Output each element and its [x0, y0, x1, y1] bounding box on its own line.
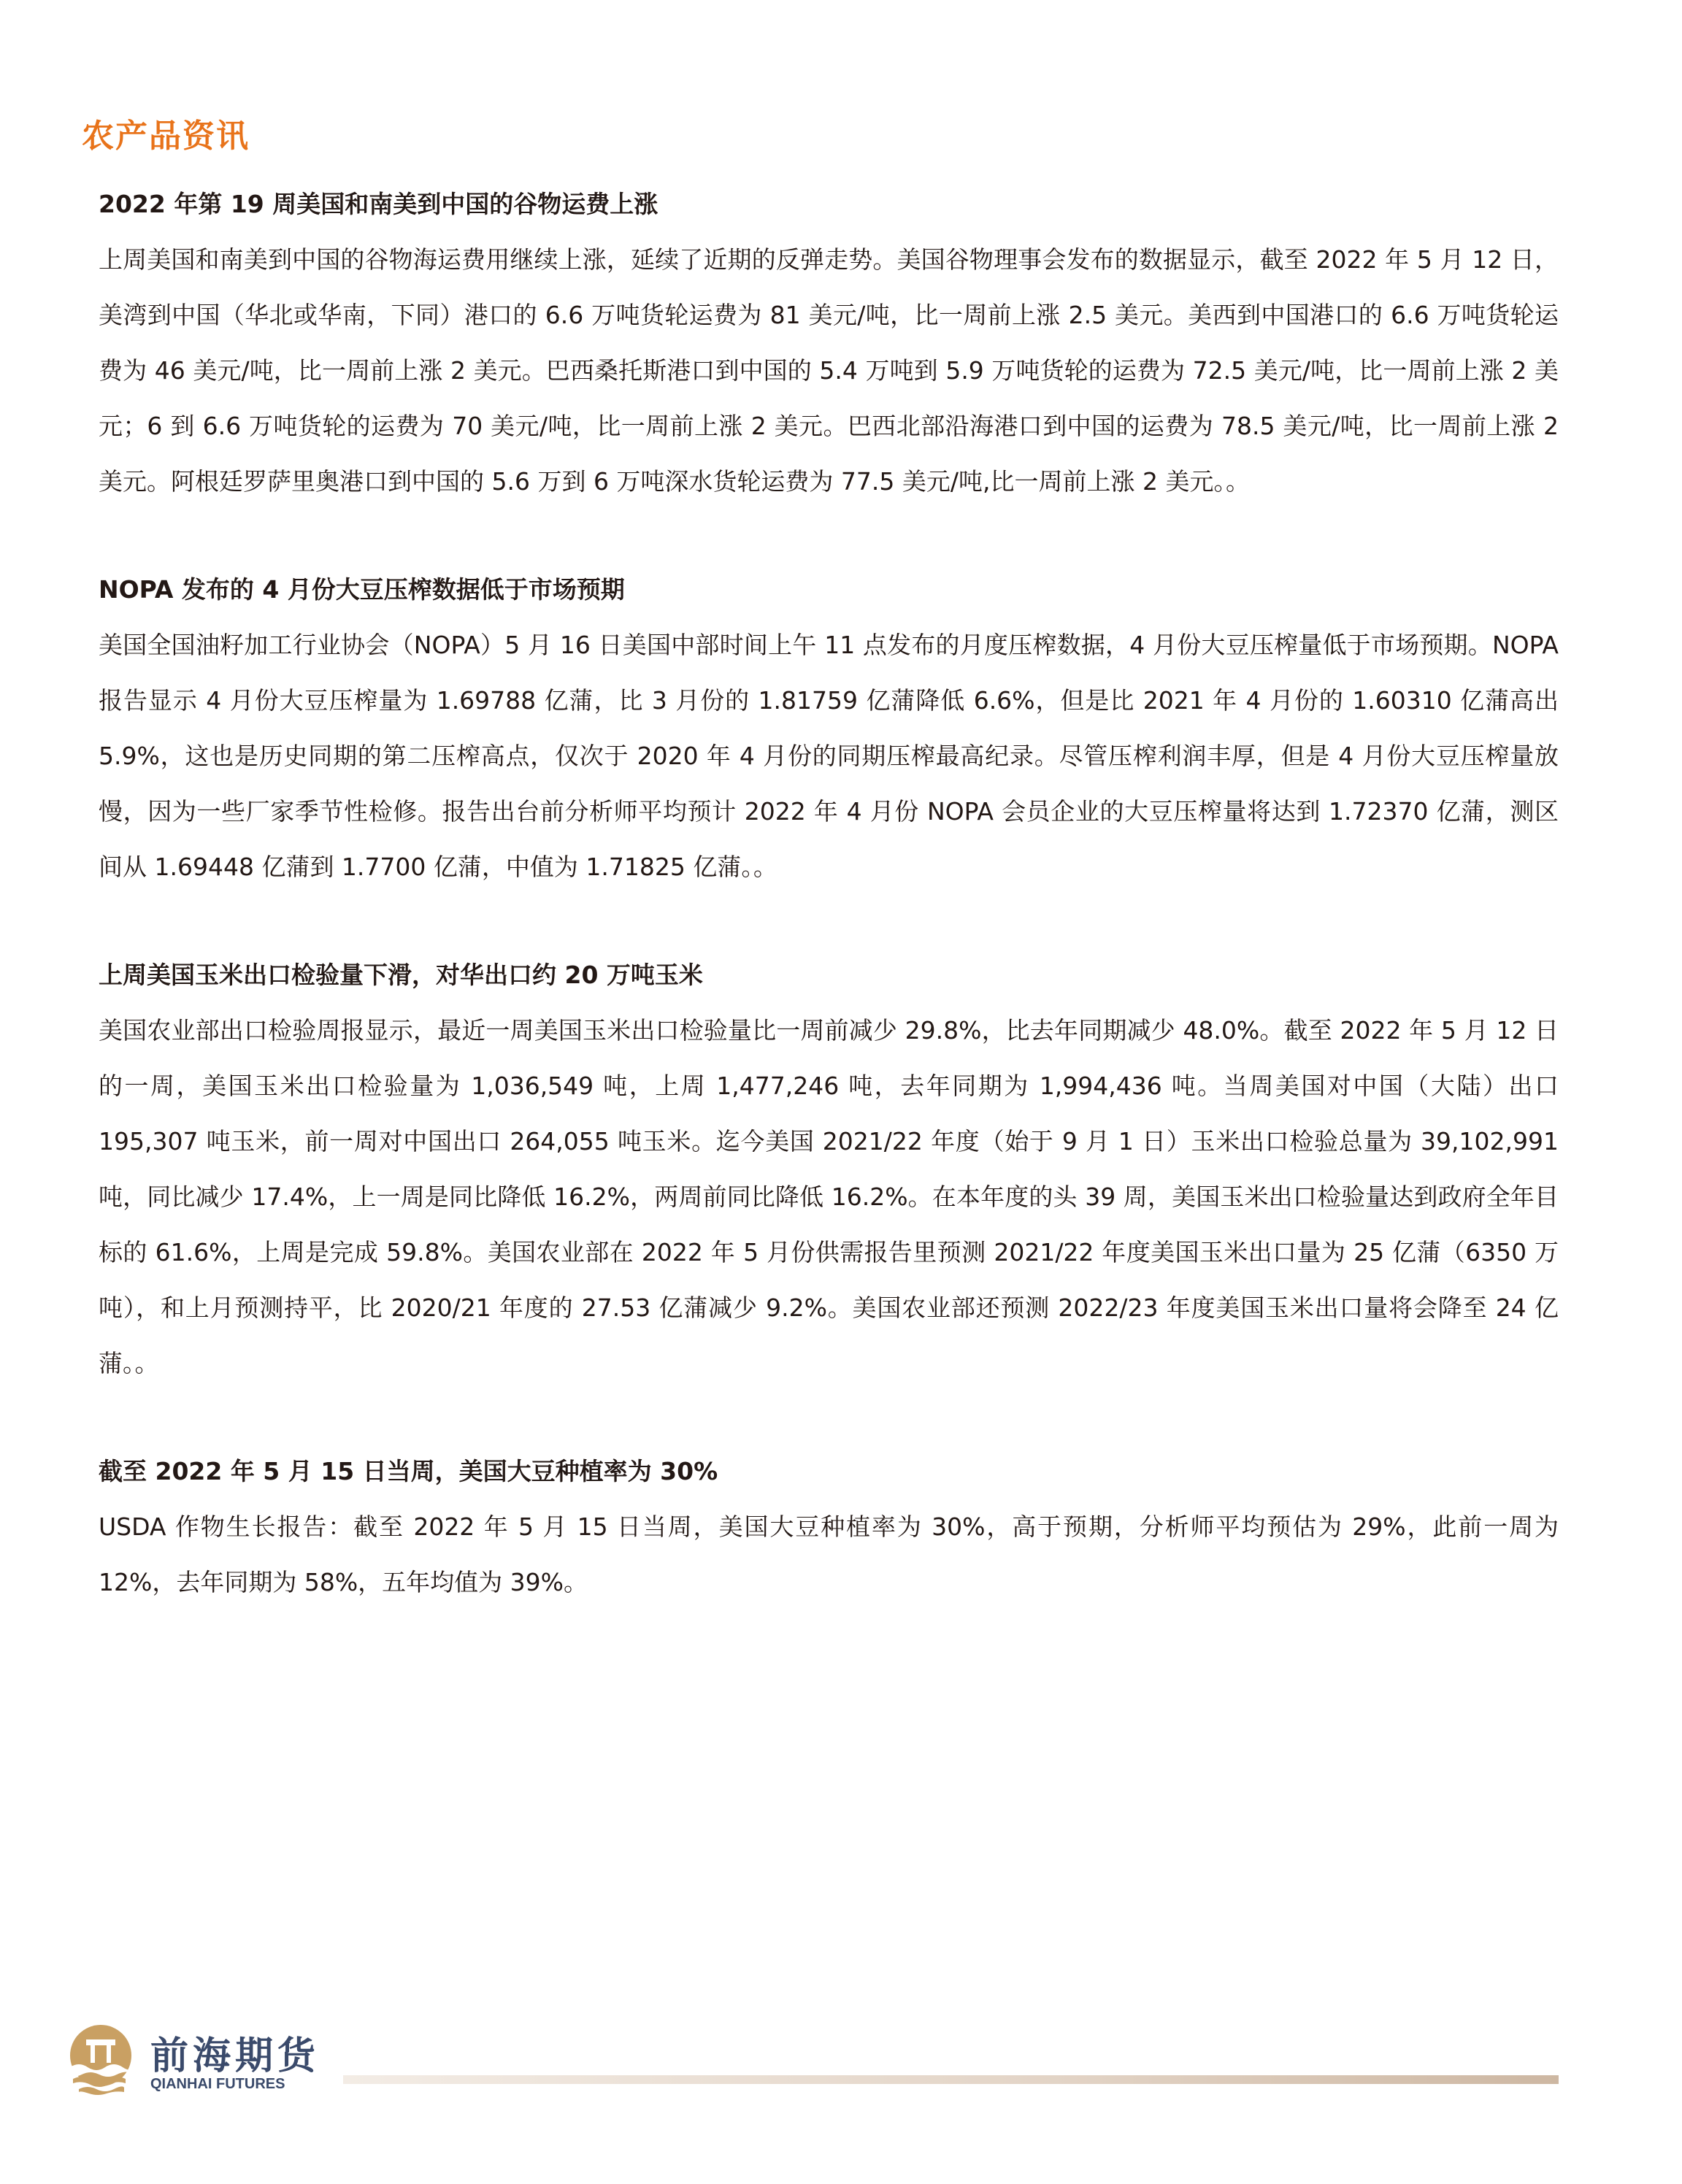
article-freight	[99, 177, 1559, 510]
company-logo	[64, 2022, 327, 2102]
article-body: 美国农业部出口检验周报显示，最近一周美国玉米出口检验量比一周前减少 29.8%，比去年同期减少 48.0%。截至 2022 年 5 月 12 日的一周，美国玉米出口检验量为 1,036,549 吨，上周 1,477,246 吨，去年同期为 1,994,436 吨。当周美国对中国（大陆）出口 195,307 吨玉米，前一周对中国出口 264,055 吨玉米。迄今美国 2021/22 年度（始于 9 月 1 日）玉米出口检验总量为 39,102,991 吨，同比减少 17.4%，上一周是同比降低 16.2%，两周前同比降低 16.2%。在本年度的头 39 周，美国玉米出口检验量达到政府全年目标的 61.6%，上周是完成 59.8%。美国农业部在 2022 年 5 月份供需报告里预测 2021/22 年度美国玉米出口量为 25 亿蒲（6350 万吨），和上月预测持平，比 2020/21 年度的 27.53 亿蒲减少 9.2%。美国农业部还预测 2022/23 年度美国玉米出口量将会降至 24 亿蒲。。	[99, 1016, 1559, 1377]
article-title: 上周美国玉米出口检验量下滑，对华出口约 20 万吨玉米	[99, 961, 703, 989]
logo-english-name: QIANHAI FUTURES	[150, 2076, 285, 2092]
logo-emblem-icon	[64, 2022, 137, 2095]
article-title: 2022 年第 19 周美国和南美到中国的谷物运费上涨	[99, 190, 658, 218]
footer-divider	[343, 2075, 1559, 2084]
article-title: NOPA 发布的 4 月份大豆压榨数据低于市场预期	[99, 575, 625, 604]
article-body: USDA 作物生长报告：截至 2022 年 5 月 15 日当周，美国大豆种植率为 30%，高于预期，分析师平均预估为 29%，此前一周为 12%，去年同期为 58%，五年均值为 39%。	[99, 1512, 1559, 1596]
article-title: 截至 2022 年 5 月 15 日当周，美国大豆种植率为 30%	[99, 1457, 718, 1485]
section-title: 农产品资讯	[82, 118, 250, 155]
article-soybean-planting	[99, 1444, 1559, 1610]
article-body: 上周美国和南美到中国的谷物海运费用继续上涨，延续了近期的反弹走势。美国谷物理事会发布的数据显示，截至 2022 年 5 月 12 日，美湾到中国（华北或华南，下同）港口的 6.6 万吨货轮运费为 81 美元/吨，比一周前上涨 2.5 美元。美西到中国港口的 6.6 万吨货轮运费为 46 美元/吨，比一周前上涨 2 美元。巴西桑托斯港口到中国的 5.4 万吨到 5.9 万吨货轮的运费为 72.5 美元/吨，比一周前上涨 2 美元；6 到 6.6 万吨货轮的运费为 70 美元/吨，比一周前上涨 2 美元。巴西北部沿海港口到中国的运费为 78.5 美元/吨，比一周前上涨 2 美元。阿根廷罗萨里奥港口到中国的 5.6 万到 6 万吨深水货轮运费为 77.5 美元/吨,比一周前上涨 2 美元。。	[99, 245, 1559, 496]
article-nopa	[99, 562, 1559, 895]
article-body: 美国全国油籽加工行业协会（NOPA）5 月 16 日美国中部时间上午 11 点发布的月度压榨数据，4 月份大豆压榨量低于市场预期。NOPA 报告显示 4 月份大豆压榨量为 1.69788 亿蒲，比 3 月份的 1.81759 亿蒲降低 6.6%，但是比 2021 年 4 月份的 1.60310 亿蒲高出 5.9%，这也是历史同期的第二压榨高点，仅次于 2020 年 4 月份的同期压榨最高纪录。尽管压榨利润丰厚，但是 4 月份大豆压榨量放慢，因为一些厂家季节性检修。报告出台前分析师平均预计 2022 年 4 月份 NOPA 会员企业的大豆压榨量将达到 1.72370 亿蒲，测区间从 1.69448 亿蒲到 1.7700 亿蒲，中值为 1.71825 亿蒲。。	[99, 631, 1559, 881]
article-corn-exports	[99, 947, 1559, 1391]
logo-chinese-name: 前海期货	[150, 2034, 320, 2078]
article-list	[99, 177, 1559, 1663]
